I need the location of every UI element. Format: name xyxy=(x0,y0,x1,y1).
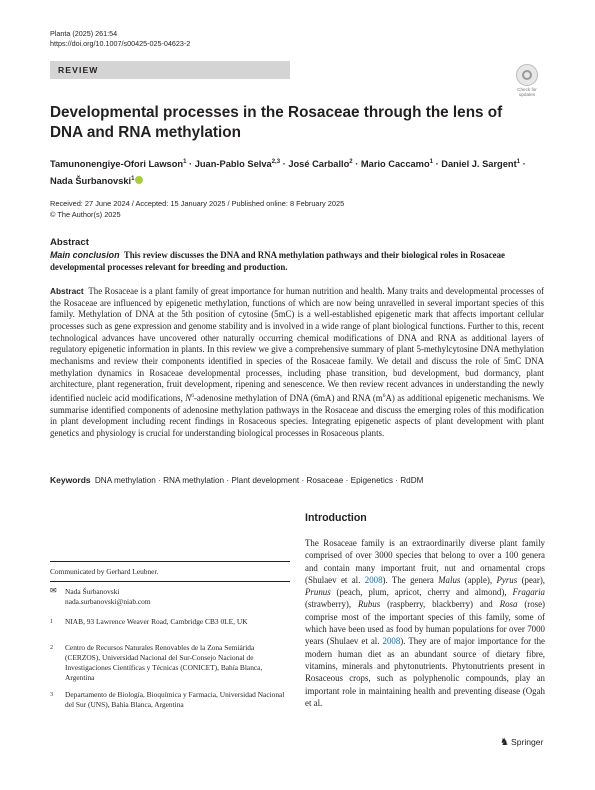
springer-horse-icon: ♞ xyxy=(500,737,509,748)
introduction-heading: Introduction xyxy=(305,512,367,524)
abstract-superscript: 6 xyxy=(191,392,194,399)
keywords-label: Keywords xyxy=(50,475,91,485)
history-dates: Received: 27 June 2024 / Accepted: 15 January 2025 / Published online: 8 February 2025 xyxy=(50,199,345,208)
affiliation-2 xyxy=(50,643,290,685)
envelope-icon: ✉ xyxy=(50,586,57,595)
doi-link[interactable]: https://doi.org/10.1007/s00425-025-04623-2 xyxy=(50,38,191,48)
corresponding-author xyxy=(50,587,290,609)
affiliation-text: Centro de Recursos Naturales Renovables de la Zona Semiárida (CERZOS), Universidad Nacional del Sur-Consejo Nacional de Investigaciones Científicas y Técnicas (CONICET), Bahía Blanca, Argentina xyxy=(65,643,263,682)
journal-citation xyxy=(50,29,190,48)
publisher-logo xyxy=(500,737,543,748)
author-affiliation: 2,3 xyxy=(271,159,281,165)
main-conclusion xyxy=(50,250,544,273)
author-name[interactable]: Juan-Pablo Selva xyxy=(194,159,272,170)
affiliation-text: Departamento de Biología, Bioquímica y Farmacia, Universidad Nacional del Sur (UNS), Bahía Blanca, Argentina xyxy=(65,690,285,709)
article-title: Developmental processes in the Rosaceae through the lens of DNA and RNA methylation xyxy=(50,104,503,141)
copyright-line: © The Author(s) 2025 xyxy=(50,209,121,219)
check-for-updates-label: Check for updates xyxy=(517,87,537,97)
publisher-name: Springer xyxy=(510,737,544,747)
keywords-list: DNA methylation · RNA methylation · Plant development · Rosaceae · Epigenetics · RdDM xyxy=(94,476,424,485)
author-name[interactable]: Nada Šurbanovski xyxy=(50,175,132,186)
abstract-italic-n: N xyxy=(185,392,192,403)
intro-text: ). They are of major importance for the modern human diet as an abundant source of dietary fibre, vitamins, minerals and phytonutrients. Phytonutrients present in Rosaceous crops, such as polyphenolic compounds, play an important role in maintaining health and preventing disease (Ogah et al. xyxy=(305,636,545,708)
affiliation-mark: 1 xyxy=(50,619,53,625)
author-affiliation: 1 xyxy=(131,175,135,182)
corresponding-email[interactable]: nada.surbanovski@niab.com xyxy=(65,597,151,606)
footnote-divider xyxy=(50,561,290,562)
affiliation-mark: 2 xyxy=(50,645,53,651)
abstract-superscript: 6 xyxy=(382,392,386,399)
abstract-lead: Abstract xyxy=(50,286,84,296)
intro-text: (pear), xyxy=(517,574,545,585)
intro-text: The Rosaceae family is an extraordinarily diverse plant family comprised of over 3000 species that belong to over a 100 genera and contain many important fruit, nut and ornamental crops (Shulaev et al. xyxy=(305,538,545,585)
affiliation-mark: 3 xyxy=(50,692,53,698)
author-name[interactable]: Mario Caccamo xyxy=(360,159,430,170)
citation-link[interactable]: 2008 xyxy=(364,574,383,585)
author-name[interactable]: Daniel J. Sargent xyxy=(441,159,517,170)
citation-link[interactable]: 2008 xyxy=(382,636,401,647)
corresponding-name: Nada Šurbanovski xyxy=(65,587,120,596)
intro-text: (apple), xyxy=(460,574,497,585)
article-type-label: REVIEW xyxy=(58,65,99,75)
check-for-updates-icon xyxy=(516,64,538,86)
genus-name: Fragaria xyxy=(512,587,545,598)
main-conclusion-label: Main conclusion xyxy=(50,250,120,260)
genus-name: Prunus xyxy=(305,587,331,598)
abstract-text: The Rosaceae is a plant family of great importance for human nutrition and health. Many traits and developmental processes of the Rosaceae are influenced by epigenetic methylation, functions of which are now being unravelled in several important species of this family. Methylation of DNA at the 5th position of cytosine (5mC) is a well-established epigenetic mark that affects important cellular processes such as gene expression and genome stability and is involved in a wide range of plant biological functions. Further to this, recent technological advances have uncovered other naturally occurring chemical modifications of DNA and RNA as additional layers of regulatory epigenetic information in plants. In this review we give a comprehensive summary of plant 5-methylcytosine DNA methylation mechanisms and review their components identified in species of the Rosaceae family. We detail and discuss the role of 5mC DNA methylation dynamics in Rosaceae developmental processes, including phase transition, bud development, bud dormancy, plant architecture, plant regeneration, fruit development, ripening and senescence. We then review recent advances in understanding the newly identified nucleic acid modifications, xyxy=(50,286,545,403)
genus-name: Pyrus xyxy=(496,574,518,585)
publication-dates xyxy=(50,199,344,220)
footnote-divider xyxy=(50,581,290,582)
affiliation-1 xyxy=(50,617,290,639)
communicated-by: Communicated by Gerhard Leubner. xyxy=(50,567,159,576)
genus-name: Rubus xyxy=(358,599,381,610)
genus-name: Malus xyxy=(438,574,461,585)
orcid-icon[interactable] xyxy=(135,176,143,184)
affiliation-3 xyxy=(50,690,290,722)
intro-text: ). The genera xyxy=(382,574,439,585)
abstract-text: A) as additional epigenetic mechanisms. We summarise identified components of adenosine methylation pathways in the Rosaceae and discuss the emerging roles of this modification in plant development including recent findings in Rosaceous species. Integrating epigenetic aspects of plant development with plant genetics and physiology is crucial for understanding biological processes in Rosaceous plants. xyxy=(50,392,545,438)
intro-text: (peach, plum, apricot, cherry and almond), xyxy=(330,587,513,598)
abstract-body xyxy=(50,286,544,440)
keywords xyxy=(50,475,544,486)
author-affiliation: 2 xyxy=(349,159,353,165)
author-name[interactable]: Tamunonengiye-Ofori Lawson xyxy=(50,159,184,170)
affiliation-text: NIAB, 93 Lawrence Weaver Road, Cambridge CB3 0LE, UK xyxy=(65,617,248,626)
abstract-heading: Abstract xyxy=(50,237,89,248)
introduction-body xyxy=(305,537,545,709)
intro-text: (strawberry), xyxy=(305,599,358,610)
genus-name: Rosa xyxy=(499,599,518,610)
abstract-text: -adenosine methylation of DNA (6mA) and RNA (m xyxy=(193,392,383,403)
article-type-banner xyxy=(50,61,290,79)
journal-volume: Planta (2025) 261:54 xyxy=(50,29,118,38)
author-name[interactable]: José Carballo xyxy=(288,159,350,170)
intro-text: (raspberry, blackberry) and xyxy=(380,599,500,610)
author-list: Tamunonengiye-Ofori Lawson$^1$ · Juan-Pablo Selva$^{2,3}$ · José Carballo$^2$ · Mario Caccamo$^1$ · Daniel J. Sargent$^1$ · Nada Šurbanovski$^1$ xyxy=(50,159,526,186)
author-affiliation: 1 xyxy=(516,159,521,165)
check-for-updates-button[interactable] xyxy=(512,64,542,98)
author-affiliation: 1 xyxy=(183,159,187,165)
author-affiliation: 1 xyxy=(429,159,433,165)
intro-text: (rose) comprise most of the important species of this family, some of which have been used as food by human populations for over 7000 years (Shulaev et al. xyxy=(305,599,546,647)
main-conclusion-text: This review discusses the DNA and RNA methylation pathways and their biological roles in Rosaceae developmental processes relevant for breeding and production. xyxy=(50,250,505,272)
